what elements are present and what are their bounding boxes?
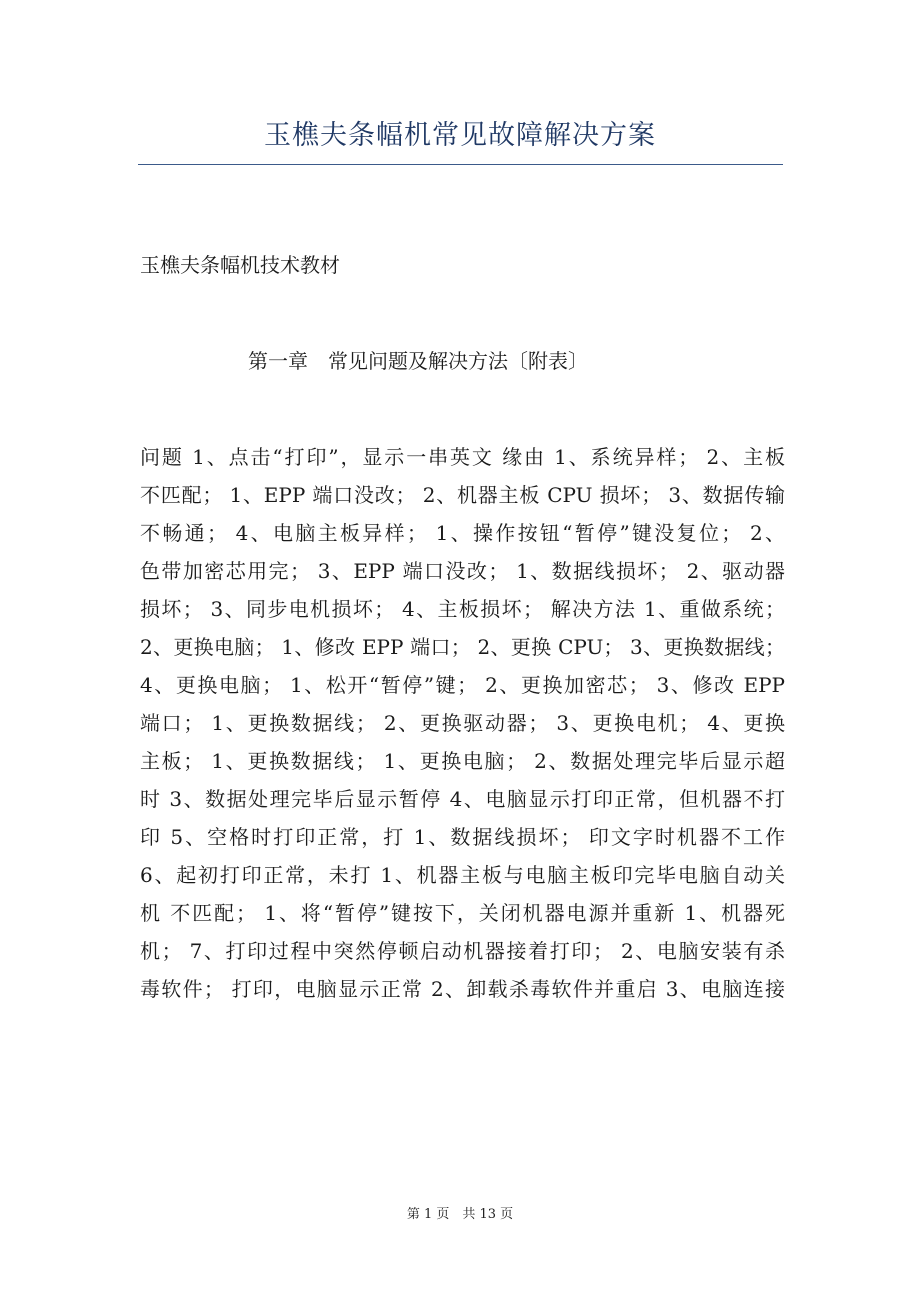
body-line: 6、起初打印正常，未打 1、机器主板与电脑主板印完毕电脑自动关 [140,863,785,887]
body-line: 主板； 1、更换数据线； 1、更换电脑； 2、数据处理完毕后显示超 [140,749,785,773]
title-underline-divider [138,164,783,165]
body-line: 色带加密芯用完； 3、EPP 端口没改； 1、数据线损坏； 2、驱动器 [140,559,785,583]
body-line: 损坏； 3、同步电机损坏； 4、主板损坏； 解决方法 1、重做系统； [140,597,785,621]
document-subtitle: 玉樵夫条幅机技术教材 [140,253,340,277]
body-line: 2、更换电脑； 1、修改 EPP 端口； 2、更换 CPU； 3、更换数据线； [140,635,785,659]
body-line: 不匹配； 1、EPP 端口没改； 2、机器主板 CPU 损坏； 3、数据传输 [140,483,785,507]
chapter-heading: 第一章 常见问题及解决方法〔附表〕 [248,349,588,373]
body-line: 机 不匹配； 1、将“暂停”键按下，关闭机器电源并重新 1、机器死 [140,901,785,925]
body-line: 4、更换电脑； 1、松开“暂停”键； 2、更换加密芯； 3、修改 EPP [140,673,785,697]
body-line: 机； 7、打印过程中突然停顿启动机器接着打印； 2、电脑安装有杀 [140,939,785,963]
body-line: 问题 1、点击“打印”，显示一串英文 缘由 1、系统异样； 2、主板 [140,445,785,469]
body-line: 时 3、数据处理完毕后显示暂停 4、电脑显示打印正常，但机器不打 [140,787,785,811]
body-paragraph [140,438,785,1008]
body-line: 端口； 1、更换数据线； 2、更换驱动器； 3、更换电机； 4、更换 [140,711,785,735]
body-line: 印 5、空格时打印正常，打 1、数据线损坏； 印文字时机器不工作 [140,825,785,849]
body-line: 毒软件； 打印，电脑显示正常 2、卸载杀毒软件并重启 3、电脑连接 [140,977,785,1001]
body-line: 不畅通； 4、电脑主板异样； 1、操作按钮“暂停”键没复位； 2、 [140,521,785,545]
page-number-footer: 第 1 页 共 13 页 [406,1207,514,1222]
document-title: 玉樵夫条幅机常见故障解决方案 [264,120,656,151]
